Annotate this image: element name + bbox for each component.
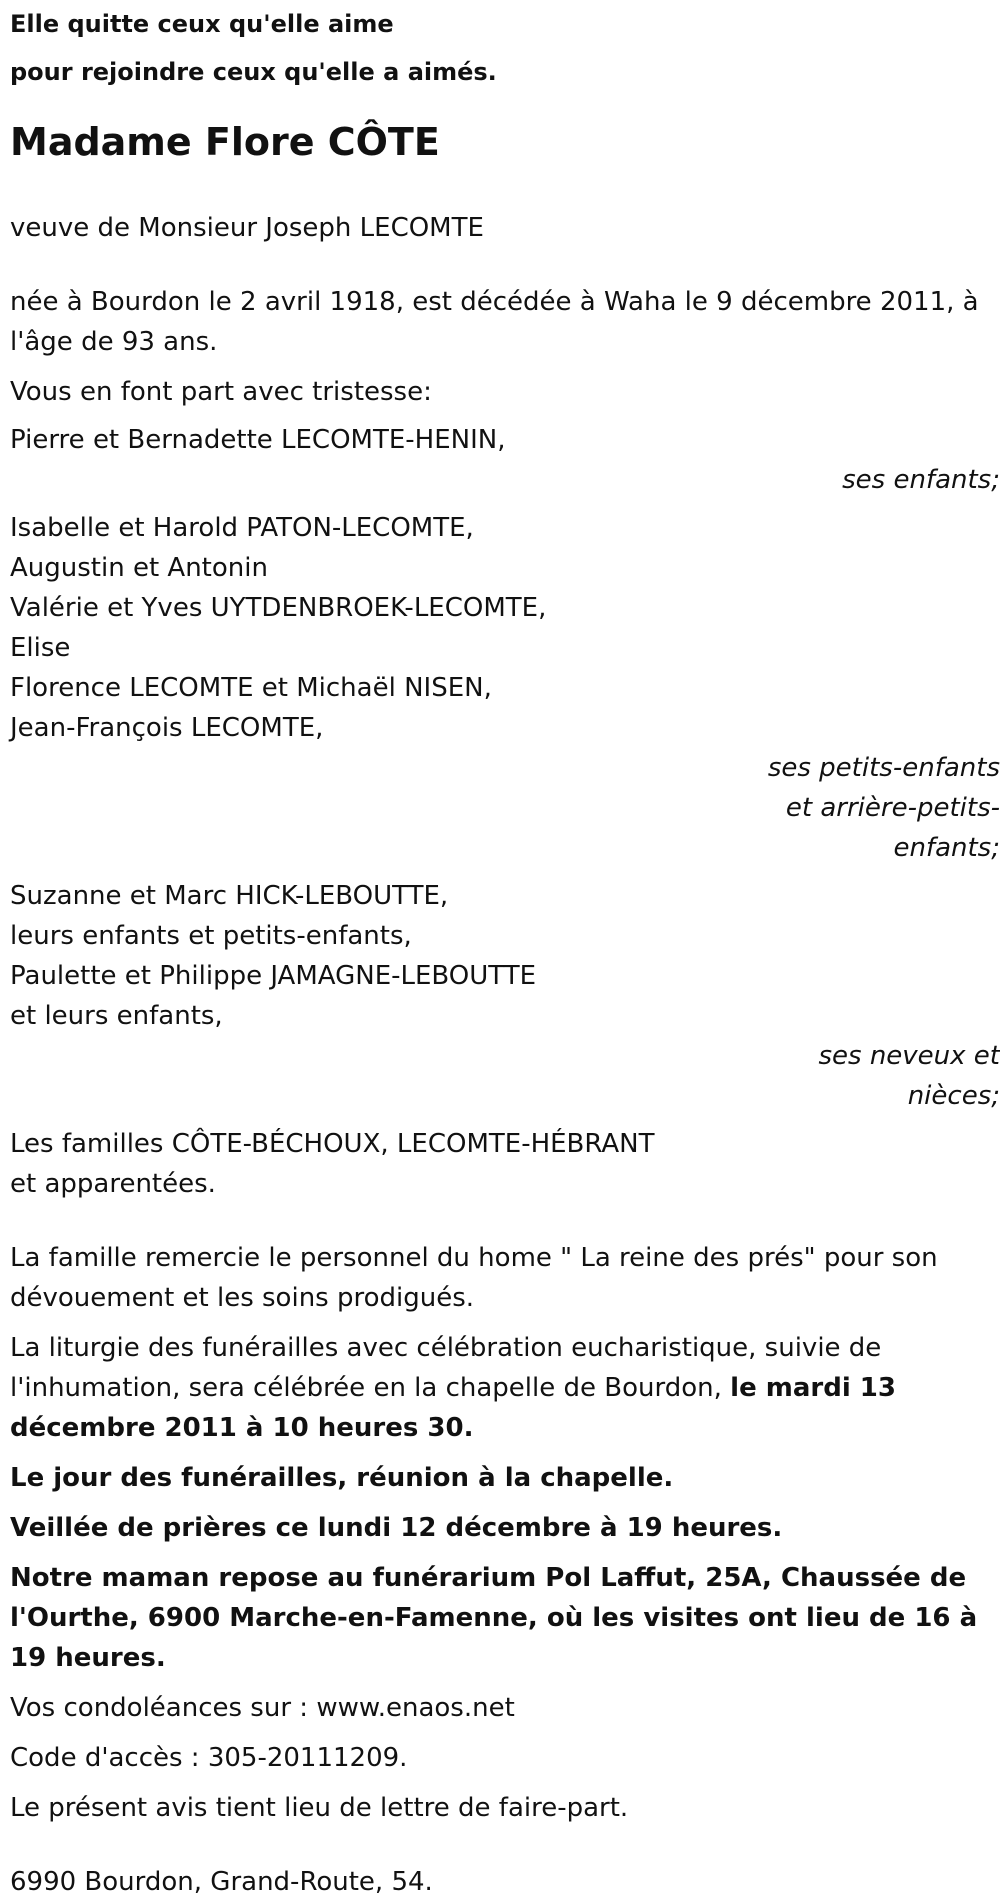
liturgy-date: le mardi 13 décembre 2011 à 10 heures 30. [10, 1373, 896, 1443]
reunion-info: Le jour des funérailles, réunion à la chapelle. [10, 1463, 674, 1493]
epigraph [10, 0, 1000, 96]
nephew-line: Paulette et Philippe JAMAGNE-LEBOUTTE [10, 961, 537, 991]
epigraph-line-1: Elle quitte ceux qu'elle aime [10, 10, 394, 38]
address: 6990 Bourdon, Grand-Route, 54. [10, 1867, 433, 1897]
children-relation: ses enfants; [842, 465, 1000, 495]
grandchildren-relation-line: et arrière-petits- [785, 793, 1000, 823]
access-code: Code d'accès : 305-20111209. [10, 1743, 408, 1773]
grandchild-line: Florence LECOMTE et Michaël NISEN, [10, 673, 492, 703]
families-line: Les familles CÔTE-BÉCHOUX, LECOMTE-HÉBRANT [10, 1129, 655, 1159]
children-section [10, 420, 1000, 500]
grandchildren-relation-line: enfants; [893, 833, 1000, 863]
nephew-line: et leurs enfants, [10, 1001, 223, 1031]
nephews-relation-line: nièces; [907, 1081, 1000, 1111]
condolences-info: Vos condoléances sur : www.enaos.net [10, 1693, 515, 1723]
liturgy-paragraph [10, 1328, 1000, 1448]
grandchild-line: Elise [10, 633, 71, 663]
grandchild-line: Augustin et Antonin [10, 553, 268, 583]
nephew-line: Suzanne et Marc HICK-LEBOUTTE, [10, 881, 449, 911]
grandchildren-relation-line: ses petits-enfants [767, 753, 1000, 783]
nephews-relation-line: ses neveux et [818, 1041, 1000, 1071]
deceased-name: Madame Flore CÔTE [10, 120, 440, 164]
grandchild-line: Isabelle et Harold PATON-LECOMTE, [10, 513, 474, 543]
children-name: Pierre et Bernadette LECOMTE-HENIN, [10, 425, 506, 455]
grandchildren-section [10, 508, 1000, 868]
funerarium-info: Notre maman repose au funérarium Pol Laffut, 25A, Chaussée de l'Ourthe, 6900 Marche-en-Famenne, où les visites ont lieu de 16 à 19 heures. [10, 1563, 978, 1673]
vigil-info: Veillée de prières ce lundi 12 décembre à 19 heures. [10, 1513, 783, 1543]
families-line: et apparentées. [10, 1169, 216, 1199]
grandchild-line: Jean-François LECOMTE, [10, 713, 324, 743]
announcement: Vous en font part avec tristesse: [10, 377, 432, 407]
grandchild-line: Valérie et Yves UYTDENBROEK-LECOMTE, [10, 593, 547, 623]
notice-text: Le présent avis tient lieu de lettre de faire-part. [10, 1793, 629, 1823]
thanks-paragraph: La famille remercie le personnel du home " La reine des prés" pour son dévouement et les soins prodigués. [10, 1243, 938, 1313]
epigraph-line-2: pour rejoindre ceux qu'elle a aimés. [10, 58, 497, 86]
nephews-section [10, 876, 1000, 1116]
widow-of: veuve de Monsieur Joseph LECOMTE [10, 213, 484, 243]
liturgy-text: La liturgie des funérailles avec célébration eucharistique, suivie de l'inhumation, sera célébrée en la chapelle de Bourdon, [10, 1333, 882, 1403]
nephew-line: leurs enfants et petits-enfants, [10, 921, 412, 951]
birth-death-info: née à Bourdon le 2 avril 1918, est décédée à Waha le 9 décembre 2011, à l'âge de 93 ans. [10, 287, 979, 357]
families-section [10, 1124, 1000, 1204]
